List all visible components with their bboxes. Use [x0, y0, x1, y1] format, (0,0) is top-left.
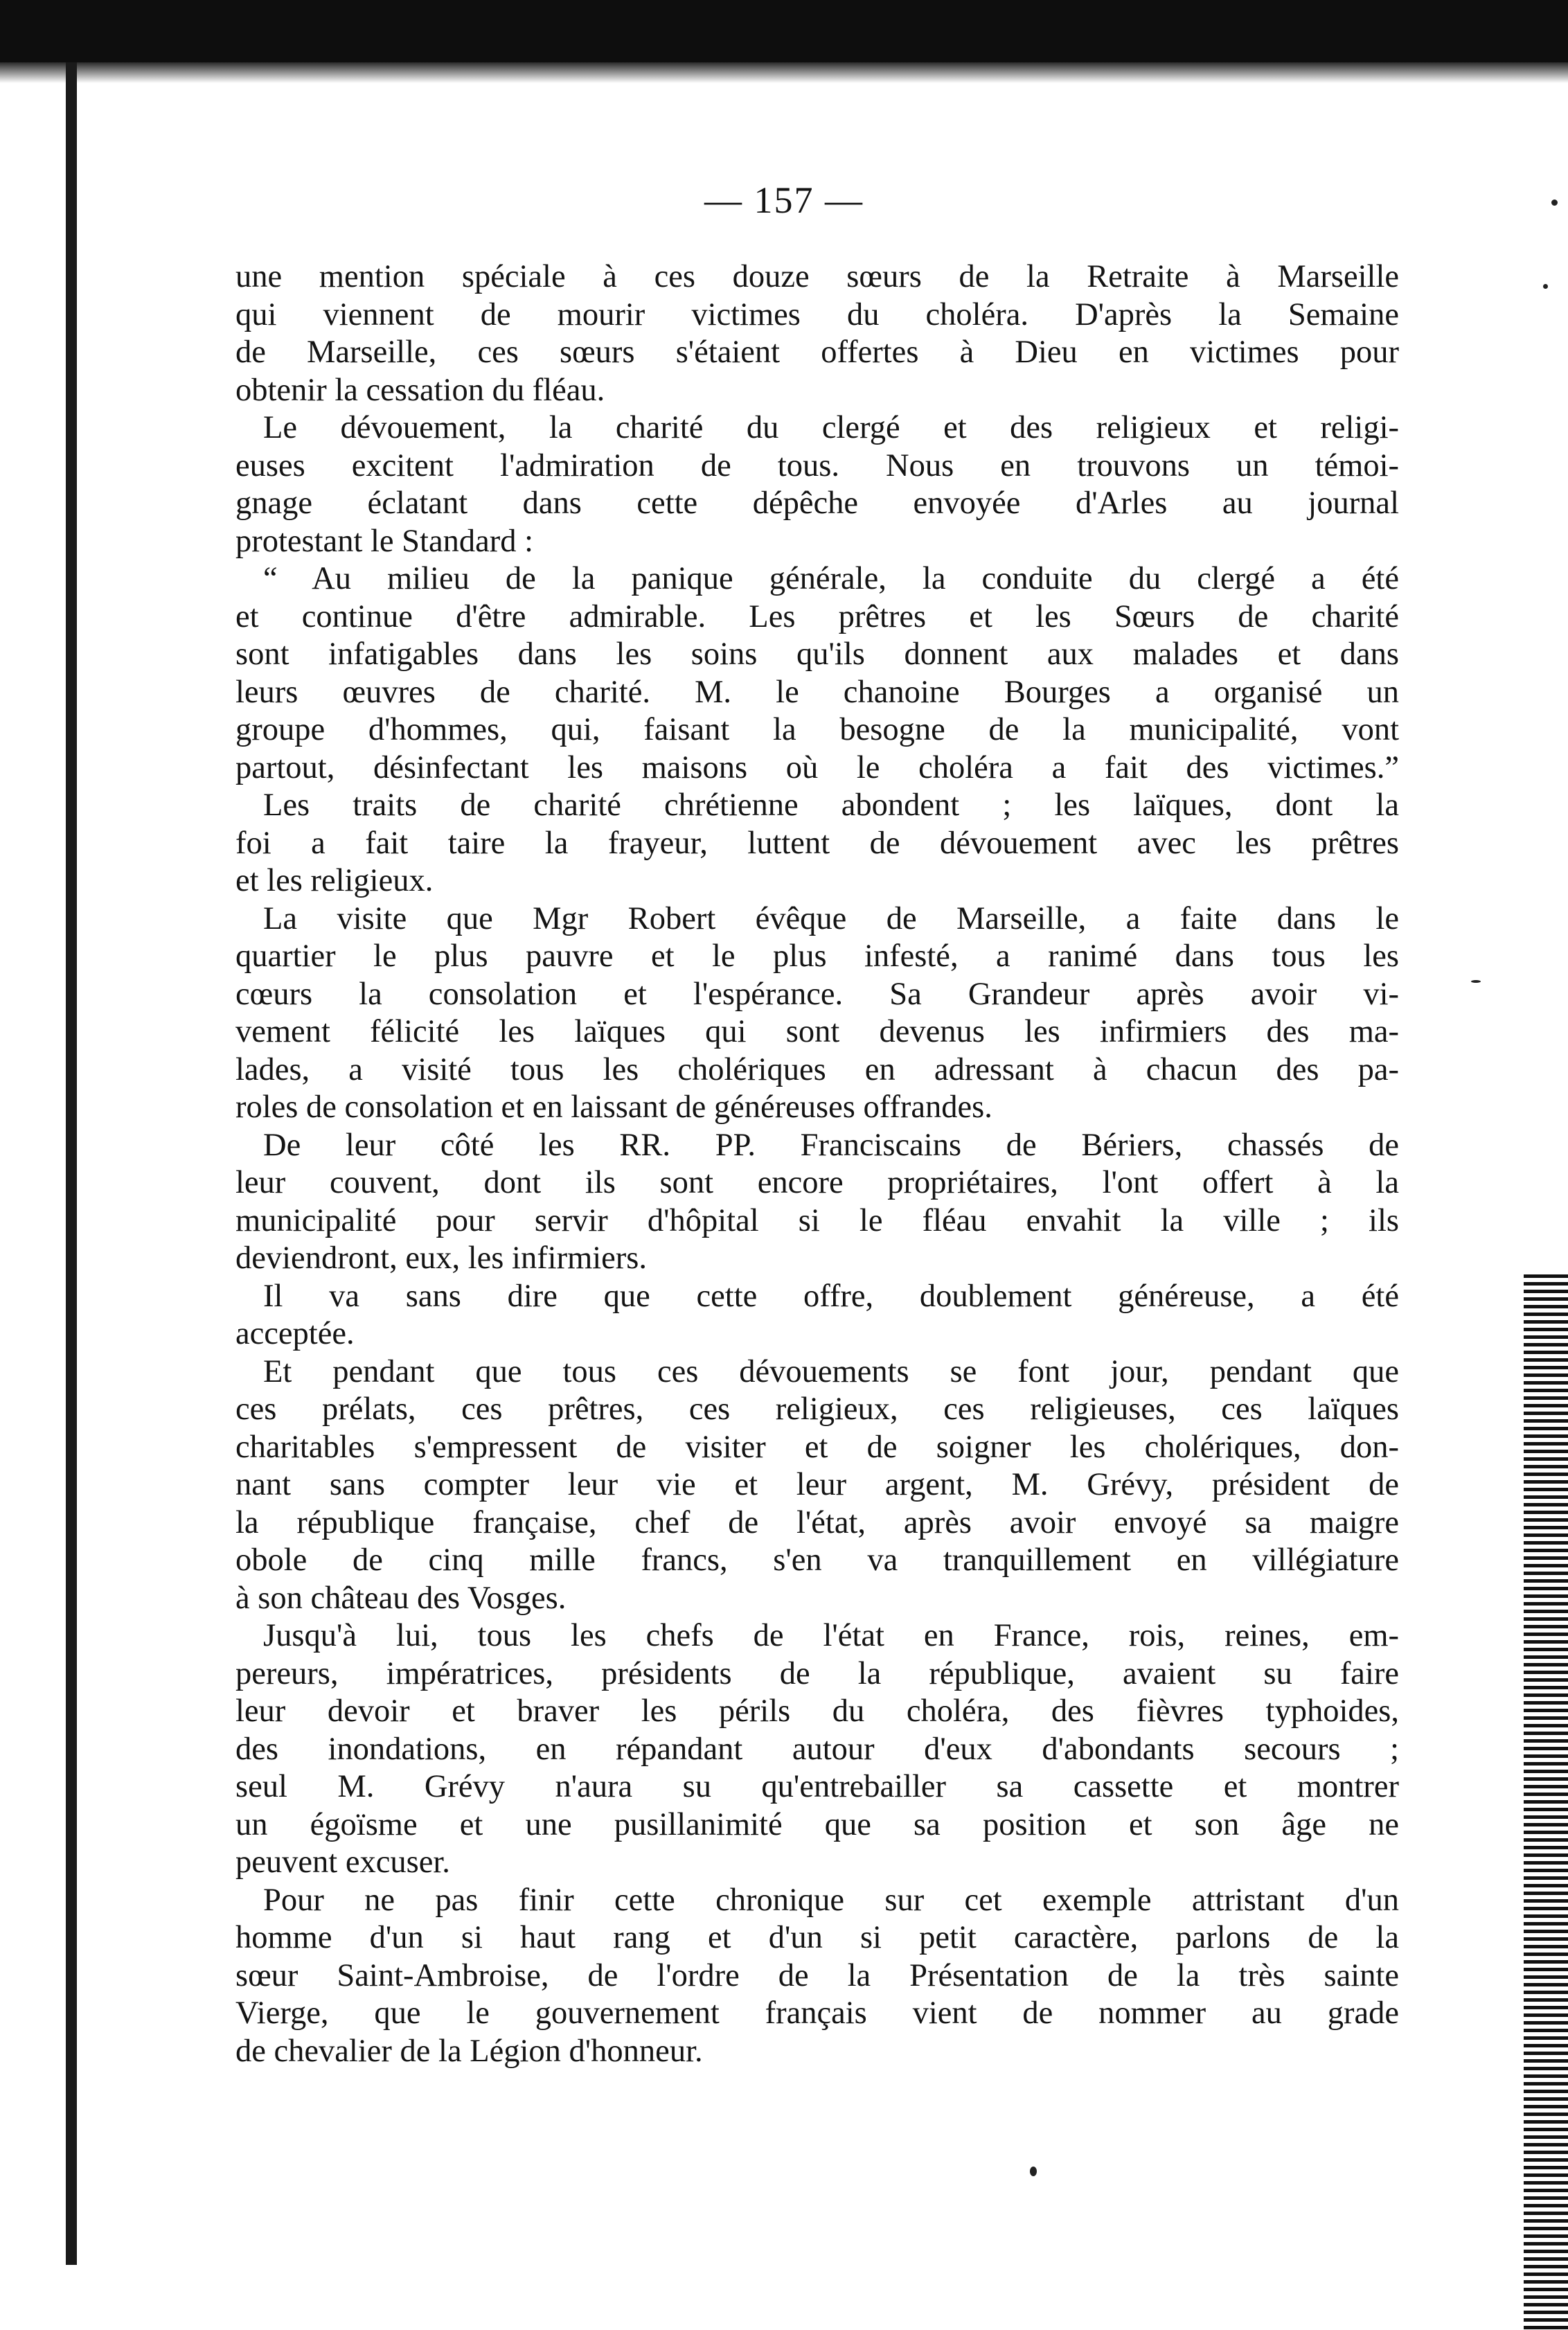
- text-line: Et pendant que tous ces dévouements se font jour, pendant que: [263, 1353, 1399, 1389]
- text-line: Jusqu'à lui, tous les chefs de l'état en France, rois, reines, em-: [263, 1618, 1399, 1653]
- text-line: Il va sans dire que cette offre, doublement généreuse, a été: [263, 1278, 1399, 1314]
- text-line: municipalité pour servir d'hôpital si le fléau envahit la ville ; ils: [235, 1202, 1399, 1238]
- text-line: et les religieux.: [235, 863, 434, 898]
- text-line: ces prélats, ces prêtres, ces religieux, ces religieuses, ces laïques: [235, 1391, 1399, 1427]
- text-line: nant sans compter leur vie et leur argent, M. Grévy, président de: [235, 1467, 1399, 1502]
- text-line: foi a fait taire la frayeur, luttent de dévouement avec les prêtres: [235, 825, 1399, 861]
- text-line: des inondations, en répandant autour d'eux d'abondants secours ;: [235, 1731, 1399, 1767]
- text-line: gnage éclatant dans cette dépêche envoyée d'Arles au journal: [235, 486, 1399, 521]
- text-line: pereurs, impératrices, présidents de la république, avaient su faire: [235, 1655, 1399, 1691]
- scan-top-border: [0, 0, 1568, 62]
- scan-right-edge-noise: [1524, 1274, 1568, 2330]
- text-line: protestant le Standard :: [235, 523, 534, 559]
- text-line: groupe d'hommes, qui, faisant la besogne de la municipalité, vont: [235, 712, 1399, 747]
- text-line: La visite que Mgr Robert évêque de Marseille, a faite dans le: [263, 900, 1399, 936]
- text-line: leur devoir et braver les périls du choléra, des fièvres typhoides,: [235, 1693, 1399, 1729]
- text-line: partout, désinfectant les maisons où le choléra a fait des victimes.”: [235, 749, 1399, 785]
- page-number: — 157 —: [704, 179, 864, 221]
- text-line: homme d'un si haut rang et d'un si petit caractère, parlons de la: [235, 1920, 1399, 1955]
- text-line: deviendront, eux, les infirmiers.: [235, 1240, 648, 1276]
- text-line: roles de consolation et en laissant de généreuses offrandes.: [235, 1090, 992, 1125]
- scan-speck: [1471, 980, 1481, 983]
- text-line: de Marseille, ces sœurs s'étaient offertes à Dieu en victimes pour: [235, 335, 1399, 370]
- text-line: Vierge, que le gouvernement français vient de nommer au grade: [235, 1995, 1399, 2031]
- text-line: un égoïsme et une pusillanimité que sa position et son âge ne: [235, 1806, 1399, 1842]
- text-line: cœurs la consolation et l'espérance. Sa Grandeur après avoir vi-: [235, 976, 1399, 1012]
- text-line: sœur Saint-Ambroise, de l'ordre de la Présentation de la très sainte: [235, 1957, 1399, 1993]
- text-line: leur couvent, dont ils sont encore propriétaires, l'ont offert à la: [235, 1165, 1399, 1200]
- text-line: qui viennent de mourir victimes du choléra. D'après la Semaine: [235, 296, 1399, 332]
- text-line: charitables s'empressent de visiter et de soigner les cholériques, don-: [235, 1429, 1399, 1465]
- text-line: la république française, chef de l'état, après avoir envoyé sa maigre: [235, 1504, 1399, 1540]
- text-line: De leur côté les RR. PP. Franciscains de Bériers, chassés de: [263, 1127, 1399, 1163]
- text-line: acceptée.: [235, 1316, 355, 1351]
- text-line: obtenir la cessation du fléau.: [235, 372, 605, 408]
- body-text: [235, 258, 1399, 2070]
- text-line: peuvent excuser.: [235, 1844, 450, 1880]
- scan-left-border: [66, 62, 77, 2265]
- text-line: leurs œuvres de charité. M. le chanoine Bourges a organisé un: [235, 674, 1399, 710]
- text-line: vement félicité les laïques qui sont devenus les infirmiers des ma-: [235, 1014, 1399, 1049]
- text-line: sont infatigables dans les soins qu'ils donnent aux malades et dans: [235, 637, 1399, 672]
- text-line: à son château des Vosges.: [235, 1580, 567, 1616]
- text-line: de chevalier de la Légion d'honneur.: [235, 2033, 703, 2069]
- text-line: Pour ne pas finir cette chronique sur cet exemple attristant d'un: [263, 1882, 1399, 1918]
- text-line: Les traits de charité chrétienne abondent ; les laïques, dont la: [263, 788, 1399, 823]
- text-line: quartier le plus pauvre et le plus infesté, a ranimé dans tous les: [235, 939, 1399, 974]
- text-line: lades, a visité tous les cholériques en adressant à chacun des pa-: [235, 1051, 1399, 1087]
- text-line: Le dévouement, la charité du clergé et des religieux et religi-: [263, 410, 1399, 445]
- text-line: une mention spéciale à ces douze sœurs de la Retraite à Marseille: [235, 259, 1399, 294]
- text-line: seul M. Grévy n'aura su qu'entrebailler sa cassette et montrer: [235, 1769, 1399, 1804]
- scan-top-shadow: [0, 62, 1568, 83]
- text-line: et continue d'être admirable. Les prêtres et les Sœurs de charité: [235, 598, 1399, 634]
- scan-speck: [1030, 2167, 1037, 2176]
- scan-speck: [1543, 284, 1548, 289]
- text-line: obole de cinq mille francs, s'en va tranquillement en villégiature: [235, 1542, 1399, 1578]
- text-line: “ Au milieu de la panique générale, la conduite du clergé a été: [263, 561, 1399, 596]
- text-line: euses excitent l'admiration de tous. Nous en trouvons un témoi-: [235, 447, 1399, 483]
